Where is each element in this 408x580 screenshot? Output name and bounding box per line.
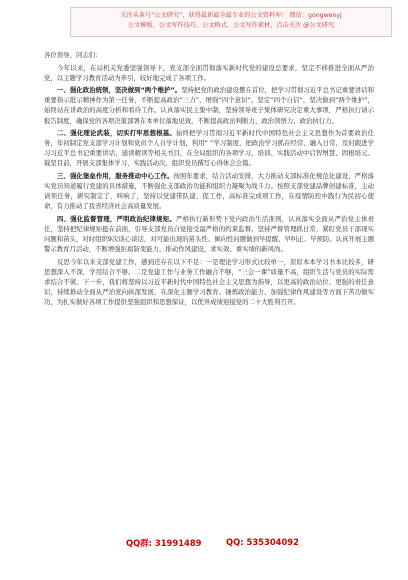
qq-number: QQ: 535304092 (226, 537, 299, 547)
banner-line-2: 公文模板、公文写作技巧、公文格式、公文写作素材，点击关注 @公文研究 (127, 21, 335, 29)
closing-paragraph: 反思今年以来支部党建工作，感到还存在以下不足：一是理论学习形式比较单一，原原本本学习书本比较多，研思想深入不深，学用结合不够。二是党建工作与业务工作融合不够，“三会一课”质量不高，组织生活与党员的实际需求结合不紧。下一步，我们将坚持以习近平新时代中国特色社会主义思想为指导，以更高的政治站位、更强的责任意识，持续推动全面从严治党向纵深发展，在深化主题学习教育、锤炼政治能力、加强纪律作风建设等方面下苦功做实功，为扎实做好各项工作提供坚强组织和思想保证，以优异成绩迎接党的二十大胜利召开。 (44, 257, 374, 307)
footer-contact (0, 537, 408, 553)
section-3-body: 按照年要求，结合活动安排，大力推动支部标准化规范化建设，严格落实党员知道履行党建的具体措施，不断强化支部政治功能和组织力凝聚为战斗力。按照支部党建品牌创建标准，主动请领任务，研究制定了，叫响了，坚持以党建带队建、促工作，高标准完成项工作，在疫情防控中践行为民初心使命，有力推动了我省经济社会高质量发展。 (44, 172, 375, 211)
section-4-body: 严格执行新形势下党内政治生活准则，认真落实全面从严治党主体责任，坚持把纪律规矩挺在前面，引导支部党员自觉接受最严格的约束监督。坚持严督管理抓日常，紧盯党员干部现实问题和苗头，对时组织9次谈心谈话，对可能出现的苗头性、倾向性问题做到早提醒、早纠正、早预防。认真开展主题警示教育月活动，不断增强拒腐防变能力，推动作风建设，求实效、重实绩的新风尚。 (44, 214, 375, 254)
section-1-body: 坚持把党的政治建设摆在首位，把学习贯彻习近平总书记重要讲话和重要指示批示精神作为第一任务，不断提高政治“三力”，增强“四个意识”、坚定“四个自信”，坚决做到“两个维护”，始终站在讲政治的高度分析和看待工作。认真落实民主集中制，坚持领导班子集体研究决定重大事项，严格执行请示报告制度，确保党的各项决策部署在本单位落地见效，不断提高政治判断力、政治领悟力、政治执行力。 (44, 86, 374, 125)
section-2-body: 始终把学习贯彻习近平新时代中国特色社会主义思想作为首要政治任务，年初制定党支部学习计划和党员个人自学计划，利用“ ”学习制度，把政治学习抓在经常、融入日常，及时跟进学习习近平总书记重要讲话，通读精读等相关书目，在全局组织的各项学习、培训、实践活动中启智增慧、固根培元、载坚目前，开展支部集体学习、实践活动次，组织党员撰写心得体会会篇。 (44, 129, 375, 168)
section-1 (44, 85, 374, 125)
intro-paragraph: 今年以来，在局机关党委坚强领导下，党支部全面贯彻落实新时代党的建设总要求，坚定不移推进全面从严治党，以主题学习教育活动为牵引，较好地完成了各项工作。 (44, 63, 374, 82)
section-4 (44, 214, 374, 254)
banner-line-1: 关注头条号“公文研究”，获得最新最全最专业的公文资料库！ 微信：gongwenyj (120, 12, 342, 19)
qq-group-number: QQ群: 31991489 (126, 538, 202, 548)
section-4-heading: 四、强化监督管理，严明政治纪律规矩。 (57, 214, 176, 223)
section-1-heading: 一、强化政治统领，坚决做到“两个维护”。 (57, 86, 182, 95)
greeting: 各位领导、同志们： (44, 51, 102, 59)
section-2 (44, 128, 374, 168)
section-3 (44, 171, 374, 211)
section-2-heading: 二、强化理论武装，切实打牢思想根基。 (57, 129, 176, 138)
promo-banner (70, 7, 392, 37)
document-body (44, 50, 374, 310)
section-3-heading: 三、强化堡垒作用，服务推动中心工作。 (57, 172, 174, 181)
